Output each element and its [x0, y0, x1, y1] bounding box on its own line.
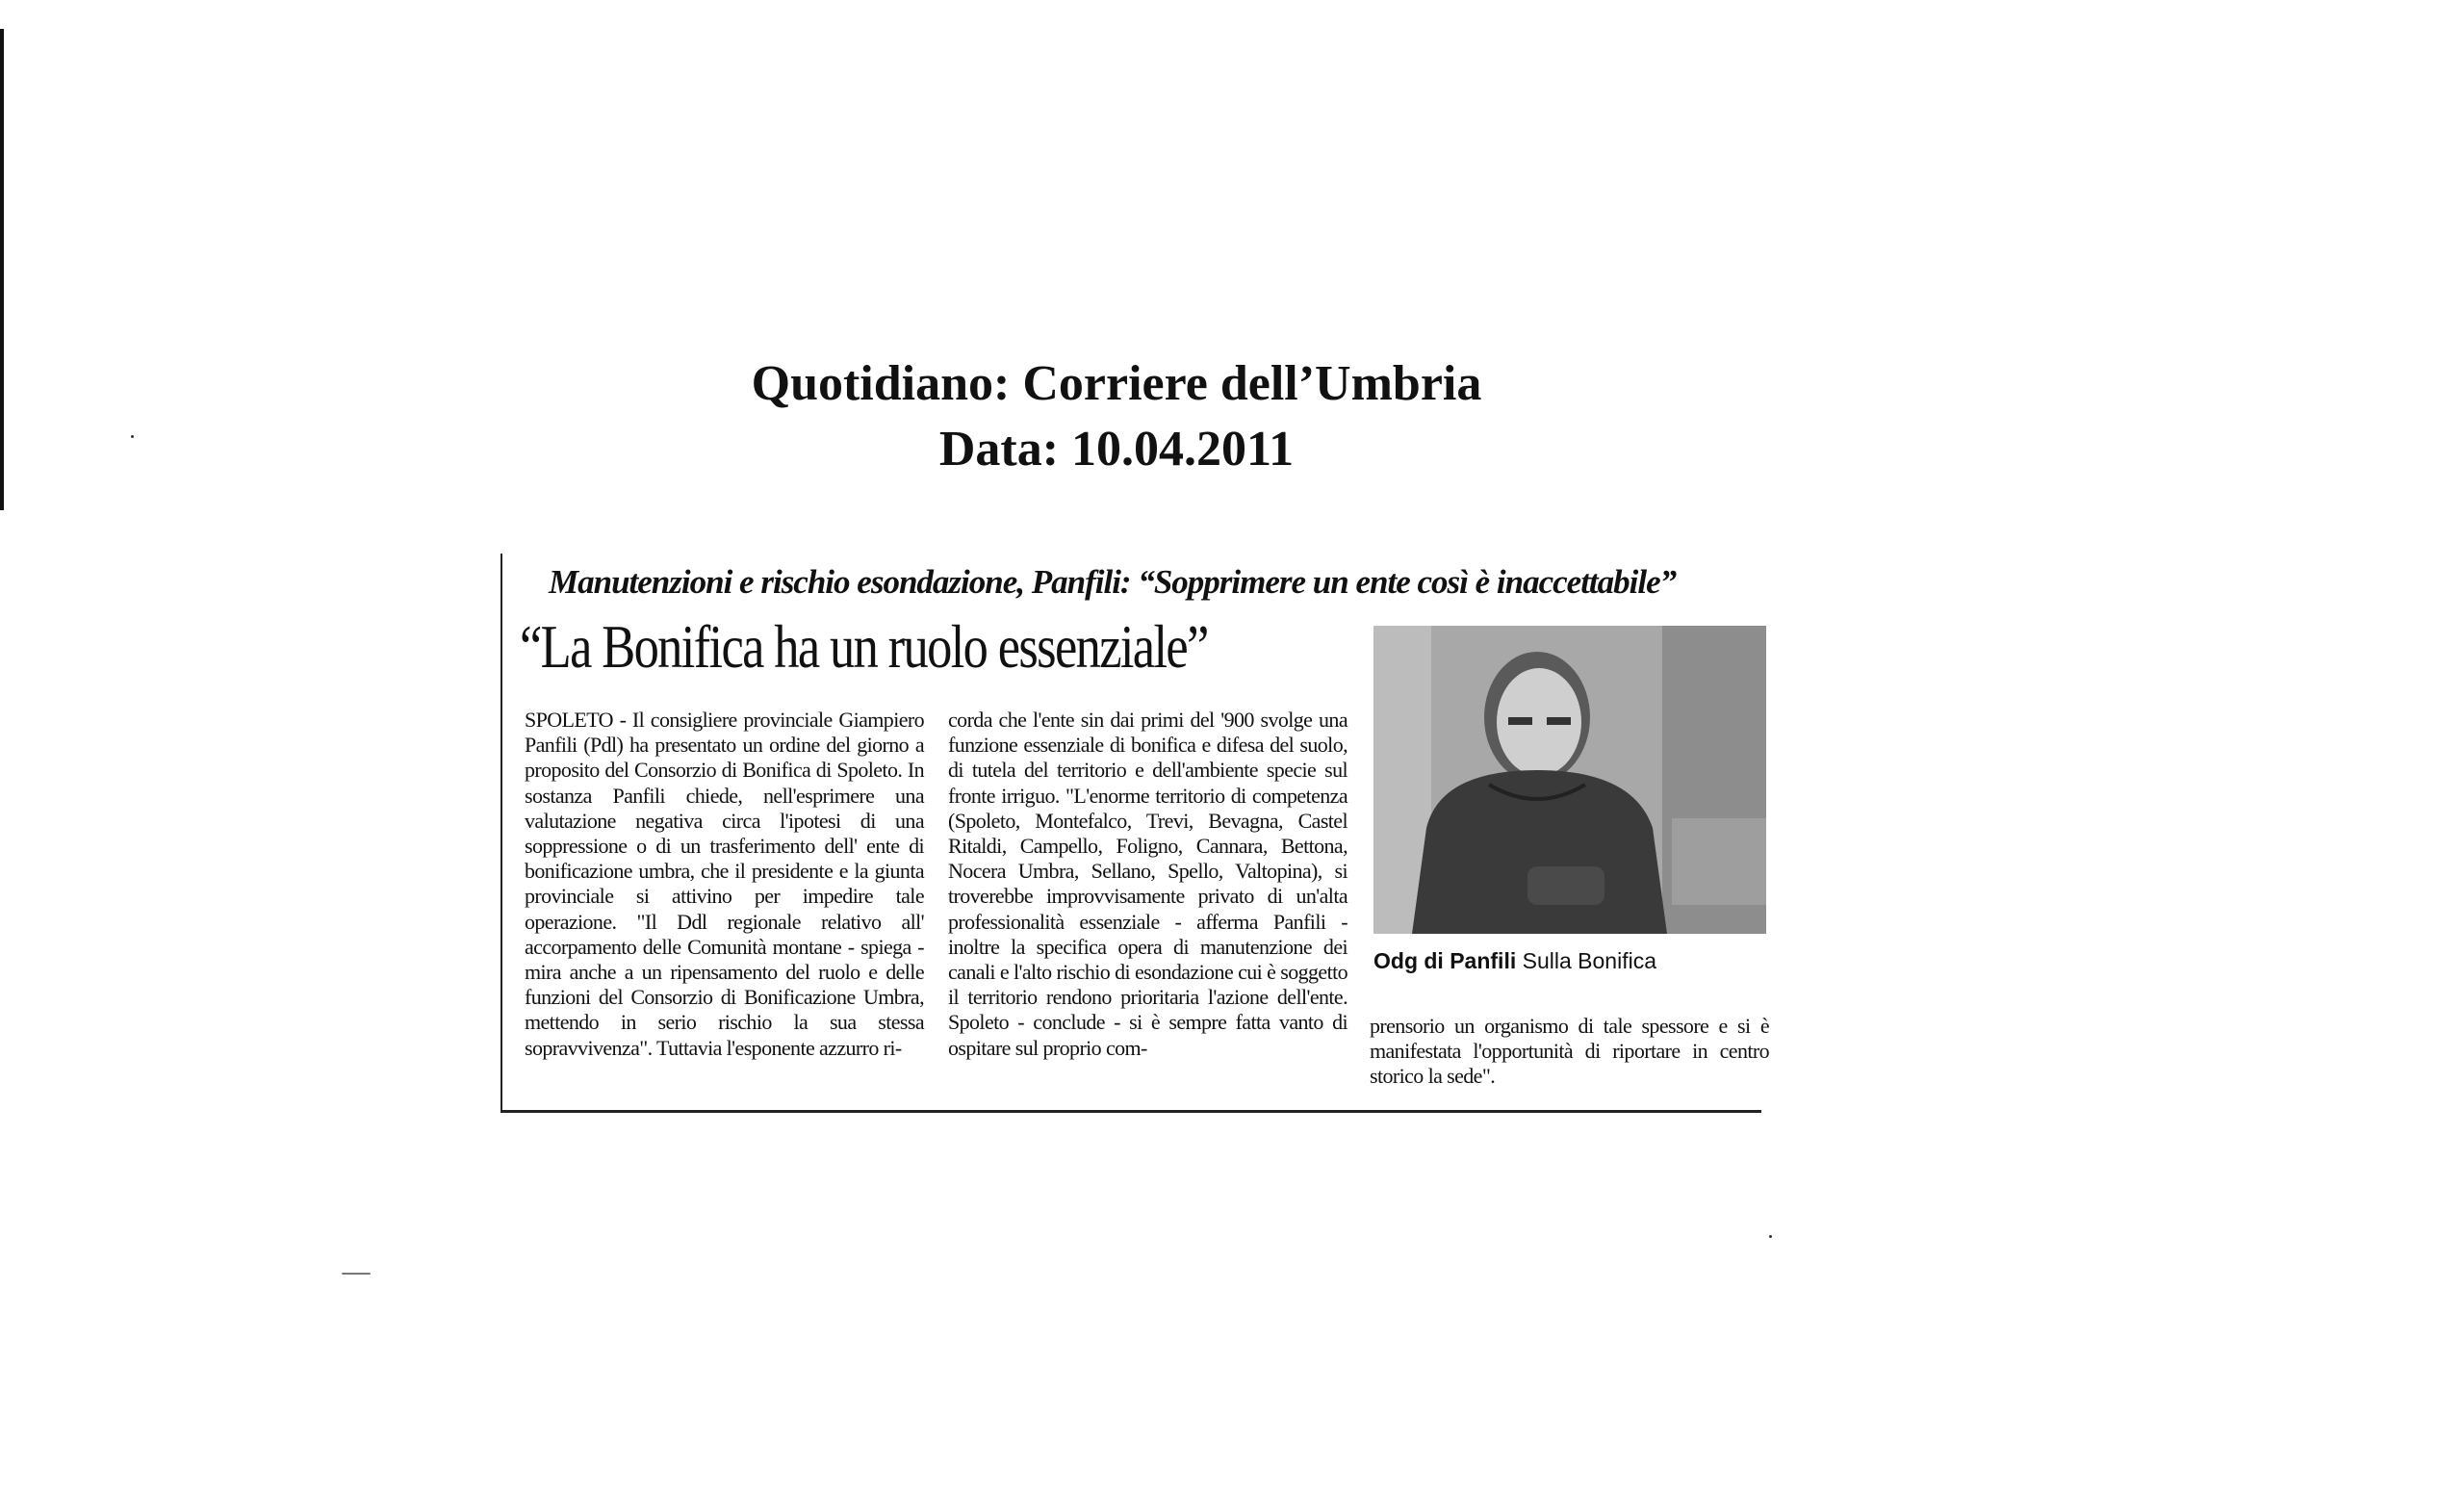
- caption-text: Sulla Bonifica: [1516, 948, 1656, 973]
- article-column-1: SPOLETO - Il consigliere provinciale Giampiero Panfili (Pdl) ha presentato un ordine del giorno a proposito del Consorzio di Bonifica di Spoleto. In sostanza Panfili chiede, nell'esprimere una valutazione negativa circa l'ipotesi di una soppressione o di un trasferimento dell' ente di bonificazione umbra, che il presidente e la giunta provinciale si attivino per impedire tale operazione. "Il Ddl regionale relativo all' accorpamento delle Comunità montane - spiega - mira anche a un ripensamento del ruolo e delle funzioni del Consorzio di Bonificazione Umbra, mettendo in serio rischio la sua stessa sopravvivenza". Tuttavia l'esponente azzurro ri-: [525, 708, 924, 1060]
- article-column-2: corda che l'ente sin dai primi del '900 svolge una funzione essenziale di bonifica e difesa del suolo, di tutela del territorio e dell'ambiente specie sul fronte irriguo. "L'enorme territorio di competenza (Spoleto, Montefalco, Trevi, Bevagna, Castel Ritaldi, Campello, Foligno, Cannara, Bettona, Nocera Umbra, Sellano, Spello, Valtopina), si troverebbe improvvisamente privato di un'alta professionalità essenziale - afferma Panfili - inoltre la specifica opera di manutenzione dei canali e l'alto rischio di esondazione cui è soggetto il territorio rendono prioritaria l'azione dell'ente. Spoleto - conclude - si è sempre fatta vanto di ospitare sul proprio com-: [948, 708, 1348, 1060]
- scan-speck: [1769, 1235, 1772, 1238]
- scan-speck: [342, 1273, 371, 1275]
- article-headline: “La Bonifica ha un ruolo essenziale”: [520, 612, 1208, 681]
- article-photo: [1373, 626, 1766, 934]
- scan-edge-mark: [0, 29, 4, 510]
- article-column-3: prensorio un organismo di tale spessore e si è manifestata l'opportunità di riportare in centro storico la sede".: [1370, 1014, 1769, 1089]
- clipping-bottom-rule: [500, 1110, 1761, 1113]
- portrait-photo-image: [1373, 626, 1766, 934]
- caption-bold: Odg di Panfili: [1373, 948, 1517, 973]
- article-kicker: Manutenzioni e rischio esondazione, Panfili: “Sopprimere un ente così è inaccettabile”: [549, 563, 1677, 601]
- publication-date: Data: 10.04.2011: [938, 422, 1295, 477]
- scan-speck: [131, 435, 134, 438]
- document-header: [578, 351, 1656, 482]
- newspaper-clipping: [500, 554, 1769, 1112]
- clipping-left-rule: [500, 554, 502, 1112]
- photo-caption: [1373, 948, 1656, 974]
- newspaper-name: Quotidiano: Corriere dell’Umbria: [751, 356, 1482, 411]
